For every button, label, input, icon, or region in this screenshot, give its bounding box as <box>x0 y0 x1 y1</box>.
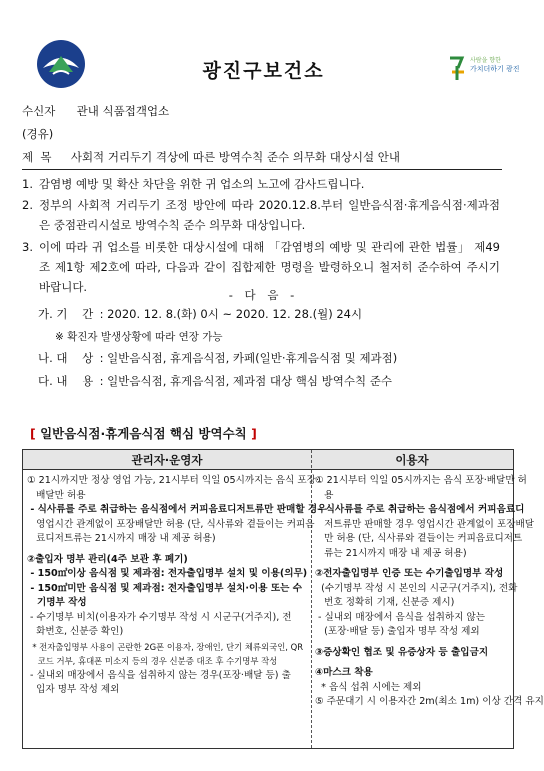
recipient-label: 수신자 <box>22 104 56 118</box>
item-key: 가. 기 간 <box>38 307 94 321</box>
paragraph-2 <box>22 195 500 235</box>
manager-column-header: 관리자·운영자 <box>23 450 311 470</box>
paragraph-number: 2. <box>22 198 33 212</box>
rule-line: (포장·배달 등) 출입자 명부 작성 제외 <box>315 626 480 637</box>
gwangjin-slogan-logo <box>448 52 528 86</box>
rule-line: ① 21시까지만 정상 영업 가능, 21시부터 익일 05시까지는 음식 포장· <box>27 475 319 486</box>
rule-line: 코드 거부, 휴대폰 미소지 등의 경우 신분증 대조 후 수기명부 작성 <box>27 656 278 666</box>
manager-rules <box>27 474 327 698</box>
rule-line: ②출입자 명부 관리(4주 보관 후 폐기) <box>27 553 188 565</box>
item-value: : 일반음식점, 휴게음식점, 제과점 대상 핵심 방역수칙 준수 <box>99 374 392 388</box>
rule-line: ④마스크 착용 <box>315 667 373 678</box>
rule-line: - 실내외 매장에서 음식을 섭취하지 않는 경우(포장·배달 등) 출 <box>27 669 291 681</box>
rule-line: 용 <box>315 489 334 501</box>
item-value: : 2020. 12. 8.(화) 0시 ~ 2020. 12. 28.(월) 24시 <box>99 307 363 321</box>
section-title: 일반음식점·휴게음식점 핵심 방역수칙 <box>35 426 252 441</box>
slogan-text: 가치더하기 광진 <box>470 65 520 73</box>
rule-line: - 식사류를 주로 취급하는 음식점에서 커피음료디저트류만 판매할 경우 <box>27 504 327 515</box>
rule-line: * 음식 섭취 시에는 제외 <box>315 681 422 693</box>
rule-line: - 실내외 매장에서 음식을 섭취하지 않는 <box>315 611 486 623</box>
recipient-value: 관내 식품접객업소 <box>76 104 170 118</box>
rule-line: ① 21시부터 익일 05시까지는 음식 포장·배달만 허 <box>315 475 527 486</box>
rule-line: - 식사류를 주로 취급하는 음식점에서 커피음료디 <box>315 504 525 515</box>
paragraph-number: 3. <box>22 240 33 254</box>
notice-heading: - 다 음 - <box>228 288 299 302</box>
rule-line: - 150㎡이상 음식점 및 제과점: 전자출입명부 설치 및 이용(의무) <box>27 568 308 579</box>
rule-line: 화번호, 신분증 확인) <box>27 626 124 637</box>
subject-value: 사회적 거리두기 격상에 따른 방역수칙 준수 의무화 대상시설 안내 <box>70 150 401 164</box>
item-value: : 일반음식점, 휴게음식점, 카페(일반·휴게음식점 및 제과점) <box>99 351 398 365</box>
rule-line: ③증상확인 협조 및 유증상자 등 출입금지 <box>315 646 489 658</box>
rule-line: - 150㎡미만 음식점 및 제과점: 전자출입명부 설치·이용 또는 수 <box>27 582 303 594</box>
rule-line: (수기명부 작성 시 본인의 시군구(거주지), 전화 <box>315 582 518 594</box>
item-content <box>38 373 392 389</box>
bracket-open: [ <box>30 426 36 441</box>
item-key: 나. 대 상 <box>38 351 94 365</box>
quarantine-rules-table <box>22 449 544 749</box>
rule-line: 만 허용 (단, 식사류와 곁들이는 커피음료디저트 <box>315 533 523 544</box>
section-heading <box>30 424 257 442</box>
document-title: 광진구보건소 <box>202 60 325 82</box>
rule-line: ②전자출입명부 인증 또는 수기출입명부 작성 <box>315 568 504 579</box>
column-divider <box>311 450 312 748</box>
recipient-line <box>22 103 169 119</box>
rule-line: 입자 명부 작성 제외 <box>27 684 120 695</box>
extension-note: ※ 확진자 발생상황에 따라 연장 가능 <box>55 331 223 343</box>
bracket-close: ] <box>251 426 257 441</box>
via-line: (경유) <box>22 127 54 141</box>
user-column-header: 이용자 <box>311 450 513 470</box>
rule-line: 류는 21시까지 매장 내 제공 허용) <box>315 547 467 559</box>
paragraph-1 <box>22 174 500 194</box>
item-period <box>38 306 362 322</box>
item-target <box>38 350 397 366</box>
document-header <box>0 0 527 120</box>
paragraph-number: 1. <box>22 177 33 191</box>
slogan-small-text: 사람을 향한 <box>470 57 501 64</box>
rule-line: 영업시간 관계없이 포장배달만 허용 (단, 식사류와 곁들이는 커피음 <box>27 518 315 530</box>
rule-line: 저트류만 판매할 경우 영업시간 관계없이 포장배달 <box>315 518 535 530</box>
rule-line: 료디저트류는 21시까지 매장 내 제공 허용) <box>27 533 216 544</box>
rule-line: * 전자출입명부 사용이 곤란한 2G폰 이용자, 장애인, 단기 체류외국인, QR <box>27 641 304 652</box>
user-rules <box>315 474 544 710</box>
rule-line: 기명부 작성 <box>27 597 87 608</box>
gwangjin-symbol-icon <box>448 52 468 82</box>
rule-line: ⑤ 주문대기 시 이용자간 2m(최소 1m) 이상 간격 유지 <box>315 696 544 707</box>
subject-line <box>22 149 502 170</box>
rule-line: 번호 정확히 기재, 신분증 제시) <box>315 597 455 608</box>
paragraph-text: 이에 따라 귀 업소를 비롯한 대상시설에 대해 「감염병의 예방 및 관리에 관한 법률」 제49조 제1항 제2호에 따라, 다음과 같이 집합제한 명령을 발령하오니 철저히 준수하여 주시기 바랍니다. <box>39 240 500 294</box>
rule-line: - 수기명부 비치(이용자가 수기명부 작성 시 시군구(거주지), 전 <box>27 611 292 623</box>
rule-line: 배달만 허용 <box>27 489 86 501</box>
item-key: 다. 내 용 <box>38 374 94 388</box>
paragraph-text: 감염병 예방 및 확산 차단을 위한 귀 업소의 노고에 감사드립니다. <box>39 177 365 191</box>
paragraph-text: 정부의 사회적 거리두기 조정 방안에 따라 2020.12.8.부터 일반음식점·휴게음식점·제과점은 중점관리시설로 방역수칙 준수 의무화 대상입니다. <box>39 198 500 232</box>
subject-label: 제 목 <box>22 150 52 164</box>
